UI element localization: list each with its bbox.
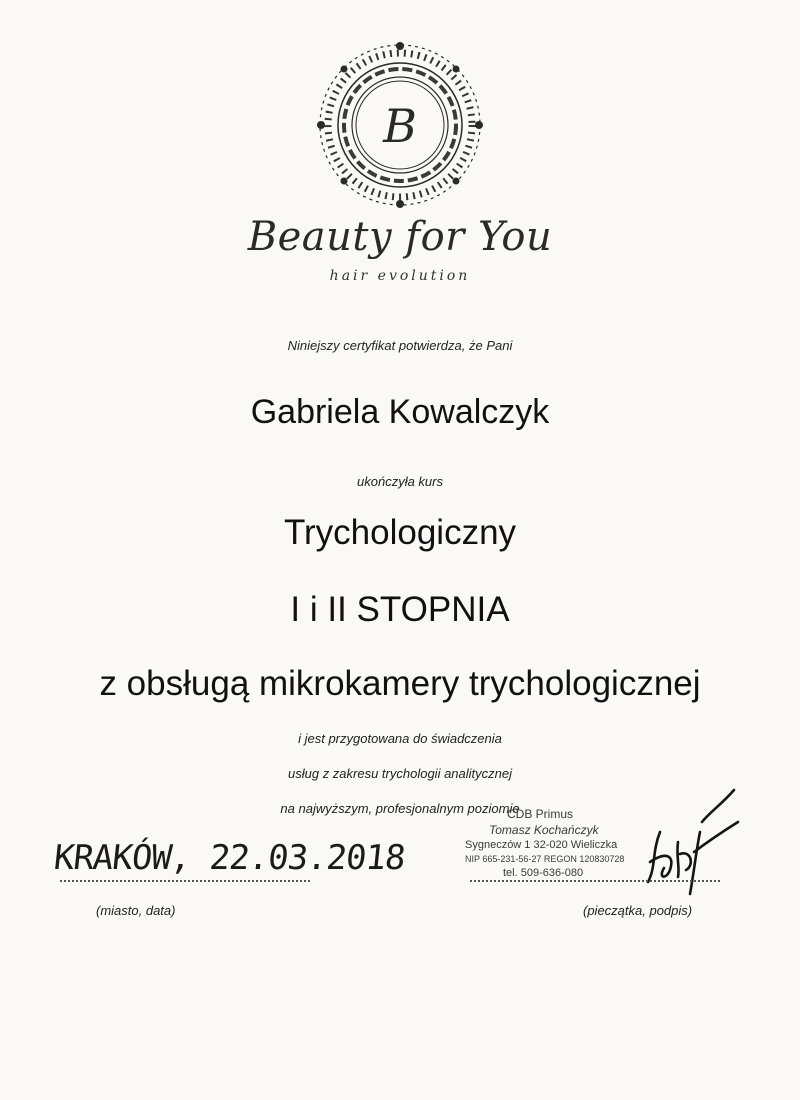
handwritten-signature [630,782,750,902]
stamp-owner: Tomasz Kochańczyk [489,823,599,837]
course-level: I i II STOPNIA [290,590,510,629]
brand-tagline: hair evolution [329,268,471,284]
course-intro: ukończyła kurs [357,474,443,489]
stamp-phone: tel. 509-636-080 [503,867,584,879]
brand-name: Beauty for You [247,214,553,260]
place-date-dotted-line [60,880,310,882]
company-stamp [455,808,655,879]
stamp-address: Sygneczów 1 32-020 Wieliczka [465,839,618,851]
stamp-signature-label: (pieczątka, podpis) [583,903,693,918]
stamp-company: CDB Primus [507,807,574,821]
ornament-logo [300,40,500,210]
closing-line-2: usług z zakresu trychologii analitycznej [288,766,512,781]
recipient-name: Gabriela Kowalczyk [250,393,550,431]
course-title: Trychologiczny [283,513,517,552]
certificate-intro: Niniejszy certyfikat potwierdza, że Pani [287,338,513,353]
stamp-dotted-line [470,880,720,882]
place-date-label: (miasto, data) [96,903,176,918]
place-date-handwritten: KRAKÓW, 22.03.2018 [51,838,407,878]
closing-line-1: i jest przygotowana do świadczenia [298,731,502,746]
logo-monogram: B [383,99,417,153]
closing-line-3: na najwyższym, profesjonalnym poziomie [280,801,520,816]
course-subtitle: z obsługą mikrokamery trychologicznej [99,664,701,703]
stamp-tax-ids: NIP 665-231-56-27 REGON 120830728 [465,854,625,864]
